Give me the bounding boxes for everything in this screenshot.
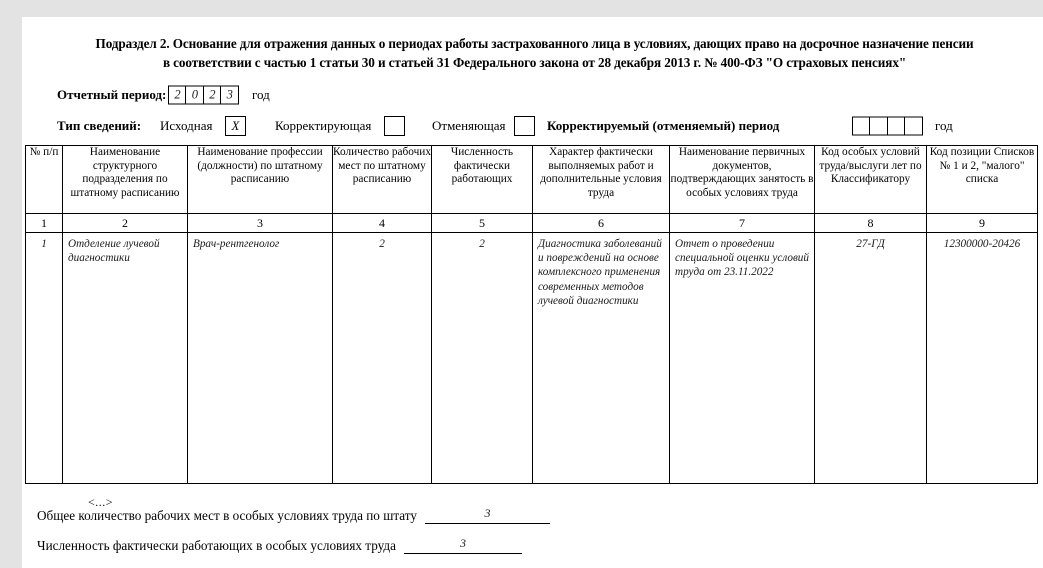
actual-headcount-label: Численность фактически работающих в особых условиях труда	[37, 538, 396, 553]
info-type-initial-checkbox[interactable]: X	[225, 116, 246, 136]
cell-work-character[interactable]: Диагностика заболеваний и повреждений на основе комплексного применения современных методов лучевой диагностики	[533, 233, 670, 484]
column-number-7: 7	[670, 214, 815, 233]
column-number-6: 6	[533, 214, 670, 233]
actual-headcount-value[interactable]: 3	[404, 536, 522, 554]
corrected-period-unit: год	[935, 118, 953, 133]
corrected-period-digit-3[interactable]	[887, 117, 906, 136]
reporting-period-digit-4[interactable]: 3	[220, 86, 239, 105]
column-header-division: Наименование структурного подразделения по штатному расписанию	[63, 146, 188, 214]
corrected-period-digit-4[interactable]	[904, 117, 923, 136]
ellipsis-marker: <...>	[88, 495, 114, 509]
table-column-number-row	[26, 214, 1038, 233]
actual-headcount-row	[37, 536, 522, 554]
cell-position-code[interactable]: 12300000-20426	[927, 233, 1038, 484]
column-number-8: 8	[815, 214, 927, 233]
work-conditions-table	[25, 145, 1038, 484]
column-header-number: № п/п	[26, 146, 63, 214]
column-header-workplaces: Количество рабочих мест по штатному расписанию	[333, 146, 432, 214]
info-type-correcting-label: Корректирующая	[275, 118, 372, 133]
cell-documents[interactable]: Отчет о проведении специальной оценки условий труда от 23.11.2022	[670, 233, 815, 484]
table-header-row	[26, 146, 1038, 214]
reporting-period-label: Отчетный период:	[57, 87, 167, 102]
info-type-initial-label: Исходная	[160, 118, 213, 133]
reporting-period-digit-2[interactable]: 0	[185, 86, 204, 105]
column-header-position-code: Код позиции Списков № 1 и 2, "малого" списка	[927, 146, 1038, 214]
table-row[interactable]	[26, 233, 1038, 484]
work-conditions-table-wrapper	[25, 145, 1035, 484]
column-header-work-character: Характер фактически выполняемых работ и дополнительные условия труда	[533, 146, 670, 214]
total-workplaces-label: Общее количество рабочих мест в особых условиях труда по штату	[37, 508, 417, 523]
column-number-4: 4	[333, 214, 432, 233]
cell-headcount[interactable]: 2	[432, 233, 533, 484]
info-type-cancelling-label: Отменяющая	[432, 118, 506, 133]
total-workplaces-value[interactable]: 3	[425, 506, 550, 524]
reporting-period-boxes[interactable]	[168, 86, 239, 105]
corrected-period-boxes[interactable]	[852, 117, 923, 136]
cell-row-number: 1	[26, 233, 63, 484]
reporting-period-unit: год	[252, 87, 270, 102]
reporting-period-digit-3[interactable]: 2	[203, 86, 222, 105]
page-title-line-2: в соответствии с частью 1 статьи 30 и статьей 31 Федерального закона от 28 декабря 2013 г. № 400-ФЗ "О страховых пенсиях"	[162, 55, 907, 70]
info-type-label: Тип сведений:	[57, 118, 142, 133]
page-title	[22, 17, 1043, 72]
column-number-9: 9	[927, 214, 1038, 233]
column-number-3: 3	[188, 214, 333, 233]
total-workplaces-row	[37, 506, 550, 524]
info-type-correcting-checkbox[interactable]	[384, 116, 405, 136]
column-header-headcount: Численность фактически работающих	[432, 146, 533, 214]
corrected-period-digit-2[interactable]	[869, 117, 888, 136]
cell-conditions-code[interactable]: 27-ГД	[815, 233, 927, 484]
column-number-1: 1	[26, 214, 63, 233]
corrected-period-label: Корректируемый (отменяемый) период	[547, 118, 780, 133]
cell-division[interactable]: Отделение лучевой диагностики	[63, 233, 188, 484]
corrected-period-digit-1[interactable]	[852, 117, 871, 136]
document-page	[22, 17, 1043, 568]
cell-profession[interactable]: Врач-рентгенолог	[188, 233, 333, 484]
cell-workplaces[interactable]: 2	[333, 233, 432, 484]
column-number-5: 5	[432, 214, 533, 233]
column-header-documents: Наименование первичных документов, подтверждающих занятость в особых условиях труда	[670, 146, 815, 214]
info-type-row	[22, 114, 1043, 138]
page-title-line-1: Подраздел 2. Основание для отражения данных о периодах работы застрахованного лица в условиях, дающих право на досрочное назначение пенсии	[95, 36, 974, 51]
column-header-profession: Наименование профессии (должности) по штатному расписанию	[188, 146, 333, 214]
column-number-2: 2	[63, 214, 188, 233]
reporting-period-row	[22, 83, 1043, 107]
info-type-cancelling-checkbox[interactable]	[514, 116, 535, 136]
column-header-conditions-code: Код особых условий труда/выслуги лет по Классификатору	[815, 146, 927, 214]
reporting-period-digit-1[interactable]: 2	[168, 86, 187, 105]
